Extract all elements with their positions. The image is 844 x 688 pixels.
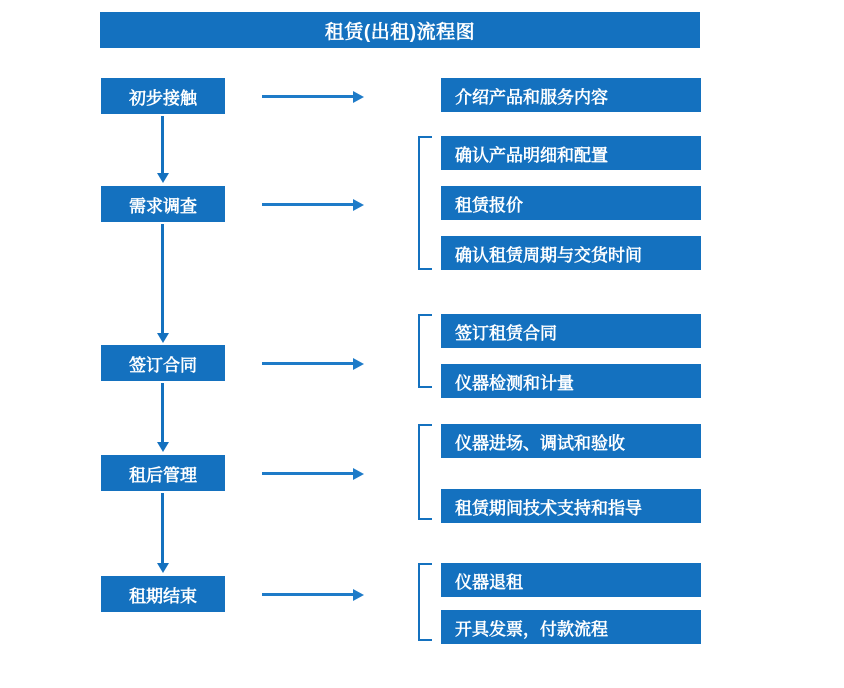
- task-box-10[interactable]: 开具发票，付款流程: [441, 610, 701, 644]
- task-box-6[interactable]: 仪器检测和计量: [441, 364, 701, 398]
- task-box-9[interactable]: 仪器退租: [441, 563, 701, 597]
- connector-stage4-stage5: [161, 493, 164, 564]
- stage-box-4[interactable]: 租后管理: [101, 455, 225, 491]
- stage-box-1[interactable]: 初步接触: [101, 78, 225, 114]
- bracket-stage4: [418, 424, 432, 520]
- arrow-stage5-tasks: [262, 593, 354, 596]
- task-box-2[interactable]: 确认产品明细和配置: [441, 136, 701, 170]
- bracket-stage3: [418, 314, 432, 388]
- stage-box-2[interactable]: 需求调查: [101, 186, 225, 222]
- task-box-4[interactable]: 确认租赁周期与交货时间: [441, 236, 701, 270]
- task-box-1[interactable]: 介绍产品和服务内容: [441, 78, 701, 112]
- connector-stage3-stage4: [161, 383, 164, 443]
- connector-stage1-stage2: [161, 116, 164, 174]
- connector-stage2-stage3: [161, 224, 164, 334]
- bracket-stage2: [418, 136, 432, 270]
- task-box-5[interactable]: 签订租赁合同: [441, 314, 701, 348]
- stage-box-5[interactable]: 租期结束: [101, 576, 225, 612]
- arrow-stage4-tasks: [262, 472, 354, 475]
- arrow-stage3-tasks: [262, 362, 354, 365]
- task-box-3[interactable]: 租赁报价: [441, 186, 701, 220]
- arrow-stage2-tasks: [262, 203, 354, 206]
- arrow-stage1-tasks: [262, 95, 354, 98]
- bracket-stage5: [418, 563, 432, 641]
- task-box-8[interactable]: 租赁期间技术支持和指导: [441, 489, 701, 523]
- stage-box-3[interactable]: 签订合同: [101, 345, 225, 381]
- page-title: 租赁(出租)流程图: [100, 12, 700, 48]
- task-box-7[interactable]: 仪器进场、调试和验收: [441, 424, 701, 458]
